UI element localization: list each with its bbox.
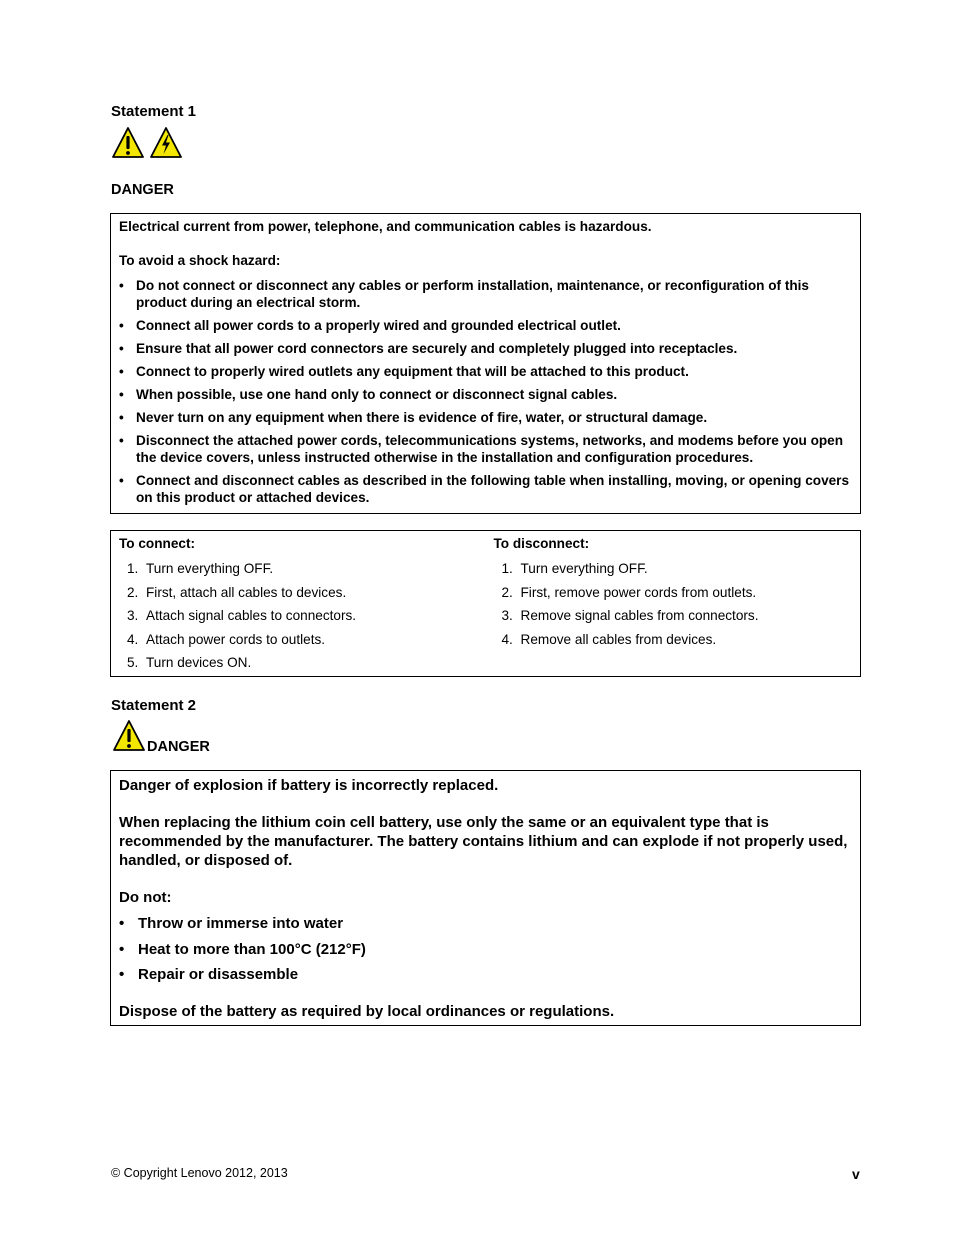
- battery-line-2: When replacing the lithium coin cell battery, use only the same or an equivalent type that is recommended by the manufacturer. The battery contains lithium and can explode if not properly used, handled, or disposed of.: [119, 814, 848, 869]
- list-item: • Never turn on any equipment when there is evidence of fire, water, or structural damage.: [119, 410, 708, 425]
- battery-line-1: Danger of explosion if battery is incorrectly replaced.: [119, 777, 499, 794]
- list-item: • Do not connect or disconnect any cables or perform installation, maintenance, or reconfiguration of this product during an electrical storm.: [119, 278, 809, 310]
- hazard-intro: Electrical current from power, telephone, and communication cables is hazardous.: [119, 219, 652, 234]
- statement-1-icons: [111, 126, 183, 160]
- list-item: • Throw or immerse into water: [119, 915, 344, 932]
- electrical-hazard-icon: [149, 126, 183, 160]
- list-item: 4. Remove all cables from devices.: [501, 631, 717, 647]
- list-item: 3. Attach signal cables to connectors.: [127, 608, 357, 623]
- list-item: • Heat to more than 100°C (212°F): [119, 940, 366, 958]
- hazard-list: [119, 277, 852, 506]
- donot-label: Do not:: [119, 889, 172, 906]
- connect-steps: [119, 560, 478, 671]
- disconnect-column: [486, 531, 861, 676]
- connect-disconnect-table: [110, 530, 861, 677]
- warning-exclamation-icon: [111, 719, 147, 753]
- footer-copyright: © Copyright Lenovo 2012, 2013: [111, 1166, 288, 1180]
- electrical-hazard-box: [110, 213, 861, 514]
- list-item: 5. Turn devices ON.: [127, 655, 252, 670]
- list-item: • Ensure that all power cord connectors are securely and completely plugged into receptacles.: [119, 341, 738, 356]
- list-item: 3. Remove signal cables from connectors.: [501, 608, 759, 623]
- list-item: • When possible, use one hand only to connect or disconnect signal cables.: [119, 387, 618, 402]
- statement-1-danger-label: DANGER: [111, 182, 174, 198]
- disconnect-steps: [494, 560, 853, 648]
- warning-exclamation-icon: [111, 126, 145, 160]
- battery-closing: Dispose of the battery as required by local ordinances or regulations.: [119, 1003, 615, 1020]
- page-number: v: [852, 1166, 860, 1182]
- disconnect-header: To disconnect:: [493, 536, 590, 551]
- list-item: 4. Attach power cords to outlets.: [127, 631, 326, 647]
- connect-header: To connect:: [119, 536, 196, 551]
- list-item: • Connect and disconnect cables as described in the following table when installing, moving, or opening covers on this product or attached devices.: [119, 473, 850, 505]
- statement-1-title: Statement 1: [111, 103, 197, 120]
- list-item: • Connect to properly wired outlets any equipment that will be attached to this product.: [119, 364, 689, 379]
- list-item: • Connect all power cords to a properly wired and grounded electrical outlet.: [119, 318, 621, 333]
- connect-column: [111, 531, 486, 676]
- battery-hazard-box: [110, 770, 861, 1026]
- donot-list: [119, 914, 852, 984]
- list-item: • Disconnect the attached power cords, telecommunications systems, networks, and modems before you open the device covers, unless instructed otherwise in the installation and configuration procedures.: [119, 433, 844, 465]
- statement-2-danger-label: DANGER: [147, 739, 210, 755]
- list-item: 2. First, attach all cables to devices.: [127, 584, 347, 600]
- list-item: 2. First, remove power cords from outlets.: [501, 584, 757, 600]
- hazard-lead: To avoid a shock hazard:: [119, 253, 281, 268]
- statement-2-title: Statement 2: [111, 697, 197, 714]
- list-item: 1. Turn everything OFF.: [501, 561, 648, 576]
- list-item: 1. Turn everything OFF.: [127, 561, 274, 576]
- list-item: • Repair or disassemble: [119, 966, 299, 983]
